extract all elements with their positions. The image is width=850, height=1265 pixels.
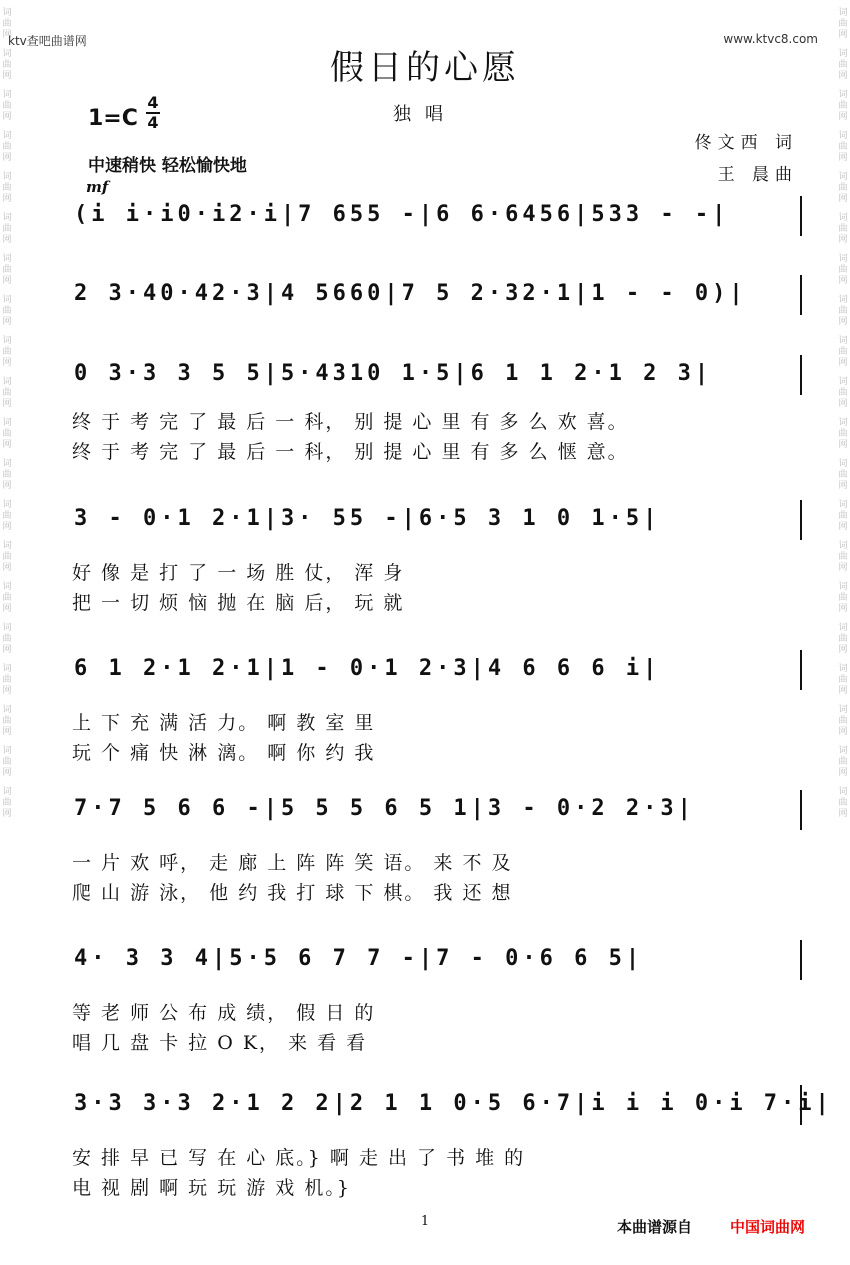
side-watermark-char: 词 bbox=[838, 459, 848, 469]
bar-line bbox=[800, 196, 802, 236]
side-watermark-char: 词 bbox=[2, 8, 12, 18]
side-watermark-char: 词 bbox=[838, 787, 848, 797]
side-watermark-char: 词 bbox=[2, 664, 12, 674]
side-watermark-char: 词 bbox=[2, 459, 12, 469]
side-watermark-char: 网 bbox=[2, 112, 12, 122]
side-watermark-char: 词 bbox=[838, 582, 848, 592]
side-watermark-char: 词 bbox=[2, 377, 12, 387]
side-watermark-char: 词 bbox=[2, 623, 12, 633]
side-watermark-left bbox=[0, 0, 14, 1265]
side-watermark-char: 曲 bbox=[838, 757, 848, 767]
lyric-line: 终 于 考 完 了 最 后 一 科， 别 提 心 里 有 多 么 欢 喜。 bbox=[72, 411, 629, 433]
side-watermark-char: 词 bbox=[838, 49, 848, 59]
tempo-marking: 中速稍快 轻松愉快地 bbox=[88, 156, 247, 176]
side-watermark-char: 曲 bbox=[838, 798, 848, 808]
side-watermark-char: 网 bbox=[838, 358, 848, 368]
page-number: 1 bbox=[420, 1214, 430, 1229]
side-watermark-char: 曲 bbox=[2, 675, 12, 685]
side-watermark-char: 曲 bbox=[838, 552, 848, 562]
side-watermark-char: 曲 bbox=[2, 224, 12, 234]
side-watermark-char: 曲 bbox=[2, 593, 12, 603]
side-watermark-char: 曲 bbox=[838, 224, 848, 234]
lyric-line: 电 视 剧 啊 玩 玩 游 戏 机。} bbox=[72, 1177, 351, 1199]
side-watermark-char: 曲 bbox=[2, 552, 12, 562]
bar-line bbox=[800, 355, 802, 395]
side-watermark-char: 曲 bbox=[2, 470, 12, 480]
side-watermark-char: 词 bbox=[838, 131, 848, 141]
side-watermark-char: 网 bbox=[2, 563, 12, 573]
side-watermark-char: 词 bbox=[838, 418, 848, 428]
side-watermark-char: 词 bbox=[838, 500, 848, 510]
time-signature-top: 4 bbox=[147, 93, 159, 112]
note-sequence: 7·7 5 6 6 -|5 5 5 6 5 1|3 - 0·2 2·3| bbox=[74, 796, 695, 821]
side-watermark-char: 网 bbox=[2, 399, 12, 409]
side-watermark-char: 词 bbox=[838, 295, 848, 305]
side-watermark-char: 词 bbox=[2, 500, 12, 510]
side-watermark-char: 词 bbox=[2, 705, 12, 715]
side-watermark-char: 词 bbox=[838, 90, 848, 100]
note-sequence: 4· 3 3 4|5·5 6 7 7 -|7 - 0·6 6 5| bbox=[74, 946, 644, 971]
side-watermark-char: 词 bbox=[2, 582, 12, 592]
lyric-line: 安 排 早 已 写 在 心 底。} 啊 走 出 了 书 堆 的 bbox=[72, 1147, 526, 1169]
side-watermark-char: 曲 bbox=[2, 429, 12, 439]
bar-line bbox=[800, 275, 802, 315]
side-watermark-char: 词 bbox=[2, 787, 12, 797]
score-line bbox=[70, 275, 810, 321]
side-watermark-char: 词 bbox=[2, 213, 12, 223]
side-watermark-char: 网 bbox=[2, 30, 12, 40]
side-watermark-char: 曲 bbox=[838, 142, 848, 152]
side-watermark-char: 网 bbox=[838, 440, 848, 450]
side-watermark-char: 词 bbox=[838, 8, 848, 18]
side-watermark-char: 词 bbox=[2, 541, 12, 551]
key-signature: 1=C bbox=[88, 106, 138, 131]
side-watermark-char: 网 bbox=[838, 317, 848, 327]
side-watermark-char: 曲 bbox=[2, 798, 12, 808]
side-watermark-char: 曲 bbox=[2, 183, 12, 193]
side-watermark-char: 词 bbox=[838, 336, 848, 346]
side-watermark-char: 网 bbox=[2, 71, 12, 81]
side-watermark-char: 网 bbox=[2, 522, 12, 532]
side-watermark-char: 曲 bbox=[838, 183, 848, 193]
side-watermark-char: 词 bbox=[2, 746, 12, 756]
lyric-line: 等 老 师 公 布 成 绩， 假 日 的 bbox=[72, 1002, 376, 1024]
side-watermark-char: 词 bbox=[2, 131, 12, 141]
side-watermark-char: 网 bbox=[2, 440, 12, 450]
note-sequence: 3·3 3·3 2·1 2 2|2 1 1 0·5 6·7|i i i 0·i 7·i| bbox=[74, 1091, 833, 1116]
side-watermark-char: 曲 bbox=[2, 265, 12, 275]
side-watermark-char: 曲 bbox=[838, 429, 848, 439]
side-watermark-char: 词 bbox=[2, 172, 12, 182]
lyric-line: 玩 个 痛 快 淋 漓。 啊 你 约 我 bbox=[72, 742, 376, 764]
note-sequence: (i i·i0·i2·i|7 655 -|6 6·6456|533 - -| bbox=[74, 202, 730, 227]
side-watermark-char: 网 bbox=[2, 276, 12, 286]
watermark-left: ktv查吧曲谱网 bbox=[8, 34, 87, 48]
side-watermark-char: 网 bbox=[2, 481, 12, 491]
side-watermark-char: 网 bbox=[838, 768, 848, 778]
side-watermark-char: 曲 bbox=[838, 634, 848, 644]
side-watermark-char: 网 bbox=[2, 809, 12, 819]
side-watermark-char: 词 bbox=[838, 746, 848, 756]
side-watermark-char: 网 bbox=[838, 194, 848, 204]
side-watermark-char: 词 bbox=[2, 254, 12, 264]
lyric-line: 爬 山 游 泳， 他 约 我 打 球 下 棋。 我 还 想 bbox=[72, 882, 513, 904]
bar-line bbox=[800, 940, 802, 980]
lyric-line: 上 下 充 满 活 力。 啊 教 室 里 bbox=[72, 712, 376, 734]
dynamic-marking: mf bbox=[86, 178, 109, 196]
side-watermark-char: 词 bbox=[2, 336, 12, 346]
bar-line bbox=[800, 650, 802, 690]
score-line bbox=[70, 1085, 833, 1131]
score-line bbox=[70, 650, 810, 696]
lyricist-credit: 佟文西 词 bbox=[694, 133, 798, 153]
side-watermark-char: 网 bbox=[2, 727, 12, 737]
side-watermark-char: 词 bbox=[838, 254, 848, 264]
bar-line bbox=[800, 790, 802, 830]
lyric-line: 一 片 欢 呼， 走 廊 上 阵 阵 笑 语。 来 不 及 bbox=[72, 852, 513, 874]
side-watermark-char: 曲 bbox=[2, 60, 12, 70]
side-watermark-char: 词 bbox=[2, 295, 12, 305]
bar-line bbox=[800, 1085, 802, 1125]
side-watermark-char: 网 bbox=[838, 604, 848, 614]
side-watermark-char: 网 bbox=[838, 563, 848, 573]
note-sequence: 2 3·40·42·3|4 5660|7 5 2·32·1|1 - - 0)| bbox=[74, 281, 747, 306]
side-watermark-char: 曲 bbox=[2, 511, 12, 521]
lyric-line: 把 一 切 烦 恼 抛 在 脑 后， 玩 就 bbox=[72, 592, 405, 614]
side-watermark-char: 网 bbox=[2, 645, 12, 655]
side-watermark-char: 词 bbox=[838, 623, 848, 633]
side-watermark-char: 曲 bbox=[838, 470, 848, 480]
side-watermark-char: 词 bbox=[838, 213, 848, 223]
time-signature bbox=[146, 94, 160, 132]
side-watermark-char: 网 bbox=[2, 604, 12, 614]
side-watermark-char: 曲 bbox=[2, 634, 12, 644]
side-watermark-right bbox=[836, 0, 850, 1265]
side-watermark-char: 词 bbox=[838, 705, 848, 715]
side-watermark-char: 网 bbox=[2, 358, 12, 368]
side-watermark-char: 曲 bbox=[838, 347, 848, 357]
composer-credit: 王 晨曲 bbox=[717, 165, 798, 185]
side-watermark-char: 曲 bbox=[838, 265, 848, 275]
side-watermark-char: 曲 bbox=[2, 142, 12, 152]
source-label: 本曲谱源自 bbox=[617, 1218, 693, 1236]
side-watermark-char: 曲 bbox=[838, 593, 848, 603]
side-watermark-char: 网 bbox=[838, 112, 848, 122]
side-watermark-char: 网 bbox=[838, 645, 848, 655]
side-watermark-char: 曲 bbox=[838, 388, 848, 398]
side-watermark-char: 网 bbox=[838, 235, 848, 245]
side-watermark-char: 网 bbox=[2, 768, 12, 778]
side-watermark-char: 曲 bbox=[2, 757, 12, 767]
side-watermark-char: 曲 bbox=[838, 675, 848, 685]
side-watermark-char: 网 bbox=[838, 809, 848, 819]
score-line bbox=[70, 940, 810, 986]
side-watermark-char: 网 bbox=[838, 686, 848, 696]
side-watermark-char: 网 bbox=[2, 194, 12, 204]
score-line bbox=[70, 196, 810, 242]
side-watermark-char: 词 bbox=[838, 664, 848, 674]
score-line bbox=[70, 355, 810, 401]
lyric-line: 好 像 是 打 了 一 场 胜 仗， 浑 身 bbox=[72, 562, 405, 584]
bar-line bbox=[800, 500, 802, 540]
watermark-right: www.ktvc8.com bbox=[723, 32, 818, 46]
side-watermark-char: 网 bbox=[838, 71, 848, 81]
score-line bbox=[70, 790, 810, 836]
note-sequence: 3 - 0·1 2·1|3· 55 -|6·5 3 1 0 1·5| bbox=[74, 506, 661, 531]
side-watermark-char: 曲 bbox=[2, 306, 12, 316]
side-watermark-char: 网 bbox=[838, 153, 848, 163]
side-watermark-char: 词 bbox=[2, 49, 12, 59]
source-site: 中国词曲网 bbox=[730, 1218, 806, 1236]
song-title: 假日的心愿 bbox=[330, 48, 520, 88]
side-watermark-char: 曲 bbox=[838, 306, 848, 316]
side-watermark-char: 曲 bbox=[2, 101, 12, 111]
side-watermark-char: 曲 bbox=[838, 60, 848, 70]
side-watermark-char: 网 bbox=[2, 153, 12, 163]
side-watermark-char: 曲 bbox=[2, 716, 12, 726]
score-line bbox=[70, 500, 810, 546]
lyric-line: 终 于 考 完 了 最 后 一 科， 别 提 心 里 有 多 么 惬 意。 bbox=[72, 441, 629, 463]
side-watermark-char: 词 bbox=[838, 541, 848, 551]
side-watermark-char: 曲 bbox=[2, 388, 12, 398]
side-watermark-char: 曲 bbox=[838, 19, 848, 29]
side-watermark-char: 词 bbox=[2, 90, 12, 100]
side-watermark-char: 网 bbox=[2, 686, 12, 696]
side-watermark-char: 网 bbox=[838, 481, 848, 491]
side-watermark-char: 网 bbox=[838, 276, 848, 286]
side-watermark-char: 网 bbox=[2, 317, 12, 327]
side-watermark-char: 曲 bbox=[2, 19, 12, 29]
side-watermark-char: 网 bbox=[838, 399, 848, 409]
note-sequence: 0 3·3 3 5 5|5·4310 1·5|6 1 1 2·1 2 3| bbox=[74, 361, 713, 386]
side-watermark-char: 曲 bbox=[838, 511, 848, 521]
side-watermark-char: 词 bbox=[838, 172, 848, 182]
side-watermark-char: 网 bbox=[838, 727, 848, 737]
note-sequence: 6 1 2·1 2·1|1 - 0·1 2·3|4 6 6 6 i| bbox=[74, 656, 661, 681]
side-watermark-char: 曲 bbox=[2, 347, 12, 357]
side-watermark-char: 网 bbox=[838, 522, 848, 532]
side-watermark-char: 曲 bbox=[838, 101, 848, 111]
lyric-line: 唱 几 盘 卡 拉 O K， 来 看 看 bbox=[72, 1032, 368, 1054]
song-subtitle: 独唱 bbox=[393, 104, 457, 125]
side-watermark-char: 词 bbox=[838, 377, 848, 387]
side-watermark-char: 网 bbox=[838, 30, 848, 40]
side-watermark-char: 曲 bbox=[838, 716, 848, 726]
time-signature-bottom: 4 bbox=[147, 113, 159, 132]
side-watermark-char: 词 bbox=[2, 418, 12, 428]
side-watermark-char: 网 bbox=[2, 235, 12, 245]
